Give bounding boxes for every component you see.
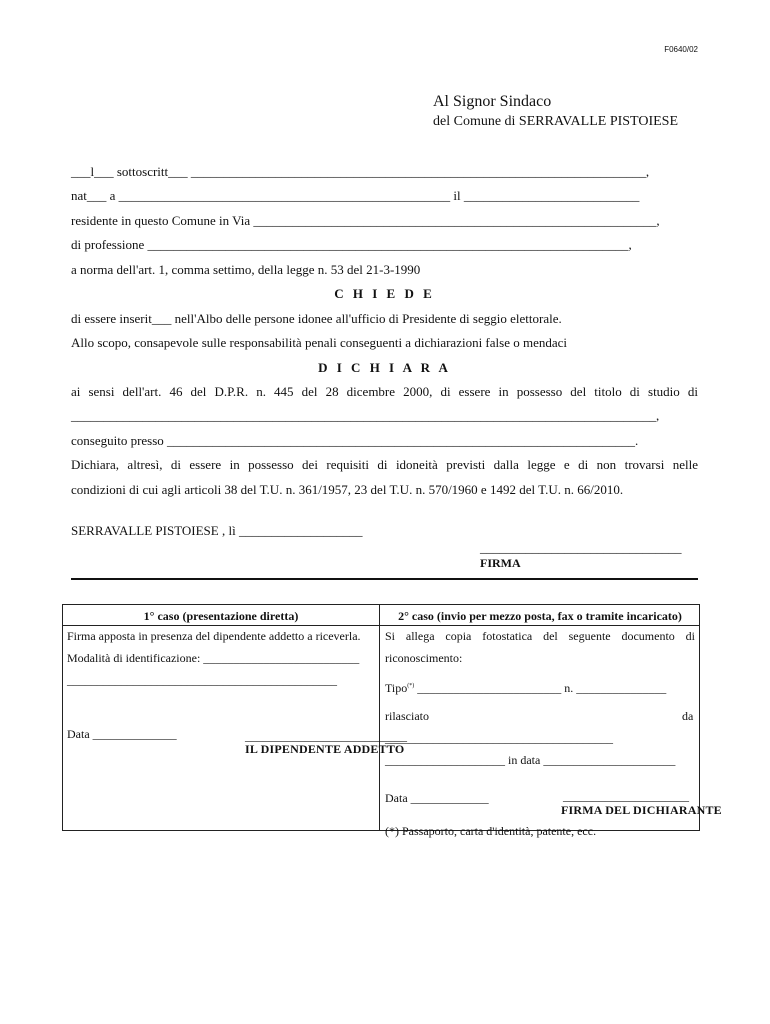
dichiara-heading: D I C H I A R A	[318, 360, 451, 375]
right-da-label: da	[682, 709, 694, 723]
signature-line[interactable]: _______________________________	[480, 540, 682, 555]
tipo-footnote-mark: (*)	[407, 683, 415, 689]
form-code: F0640/02	[664, 45, 698, 54]
right-signature-line[interactable]: _____________________	[563, 789, 689, 803]
dichiara-text-2: Dichiara, altresì, di essere in possesso dei requisiti di idoneità previsti dalla legge e di non trovarsi nelle	[71, 457, 698, 472]
identification-table	[62, 604, 722, 838]
chiede-text-2: Allo scopo, consapevole sulle responsabilità penali conseguenti a dichiarazioni false o mendaci	[71, 335, 568, 350]
field-residente[interactable]: residente in questo Comune in Via ______________________________________________________________,	[71, 213, 660, 228]
column-divider	[379, 605, 380, 830]
right-footnote: (*) Passaporto, carta d'identità, patente, ecc.	[385, 824, 597, 838]
chiede-heading: C H I E D E	[334, 286, 435, 301]
left-field-blank[interactable]: _____________________________________________	[67, 673, 337, 687]
recipient-title: Al Signor Sindaco	[433, 93, 552, 110]
field-conseguito[interactable]: conseguito presso ________________________________________________________________________.	[71, 433, 639, 448]
right-field-tipo[interactable]	[385, 681, 666, 696]
left-field-modalita[interactable]: Modalità di identificazione: __________________________	[67, 651, 360, 665]
norma-text: a norma dell'art. 1, comma settimo, della legge n. 53 del 21-3-1990	[71, 262, 421, 277]
field-sottoscritto[interactable]: ___l___ sottoscritt___ ______________________________________________________________________,	[71, 164, 650, 179]
dichiara-text: ai sensi dell'art. 46 del D.P.R. n. 445 del 28 dicembre 2000, di essere in possesso del titolo di studio di	[71, 384, 698, 399]
field-professione[interactable]: di professione __________________________________________________________________________,	[71, 237, 632, 252]
right-header: 2° caso (invio per mezzo posta, fax o tramite incaricato)	[398, 609, 682, 623]
left-signature-label: IL DIPENDENTE ADDETTO	[245, 742, 405, 756]
chiede-text: di essere inserit___ nell'Albo delle persone idonee all'ufficio di Presidente di seggio elettorale.	[71, 311, 562, 326]
right-rilasciato-label: rilasciato	[385, 709, 429, 723]
recipient-municipality: del Comune di SERRAVALLE PISTOIESE	[433, 114, 679, 129]
left-row-firma: Firma apposta in presenza del dipendente addetto a riceverla.	[67, 629, 361, 643]
section-divider	[71, 578, 698, 580]
right-field-in-data[interactable]: ____________________ in data ______________________	[385, 753, 676, 767]
field-nato[interactable]: nat___ a ___________________________________________________ il ___________________________	[71, 188, 640, 203]
right-row-riconoscimento: riconoscimento:	[385, 651, 463, 665]
dichiara-text-3: condizioni di cui agli articoli 38 del T.U. n. 361/1957, 23 del T.U. n. 570/1960 e 1492 del T.U. n. 66/2010.	[71, 482, 624, 497]
right-signature-label: FIRMA DEL DICHIARANTE	[561, 803, 722, 817]
signature-label: FIRMA	[480, 556, 521, 570]
field-place-date[interactable]: SERRAVALLE PISTOIESE , lì ___________________	[71, 523, 363, 538]
right-field-data[interactable]: Data _____________	[385, 791, 489, 805]
tipo-blanks: ________________________ n. _______________	[414, 681, 667, 695]
field-titolo-studio[interactable]: __________________________________________________________________________________________,	[71, 408, 660, 423]
tipo-label: Tipo	[385, 681, 408, 695]
right-field-rilasciato[interactable]: ______________________________________	[385, 731, 613, 745]
right-row-allega: Si allega copia fotostatica del seguente documento di	[385, 629, 695, 643]
left-header: 1° caso (presentazione diretta)	[143, 609, 299, 623]
header-divider	[63, 625, 699, 626]
left-field-data[interactable]: Data ______________	[67, 727, 177, 741]
left-signature-line[interactable]: ___________________________	[245, 729, 407, 743]
